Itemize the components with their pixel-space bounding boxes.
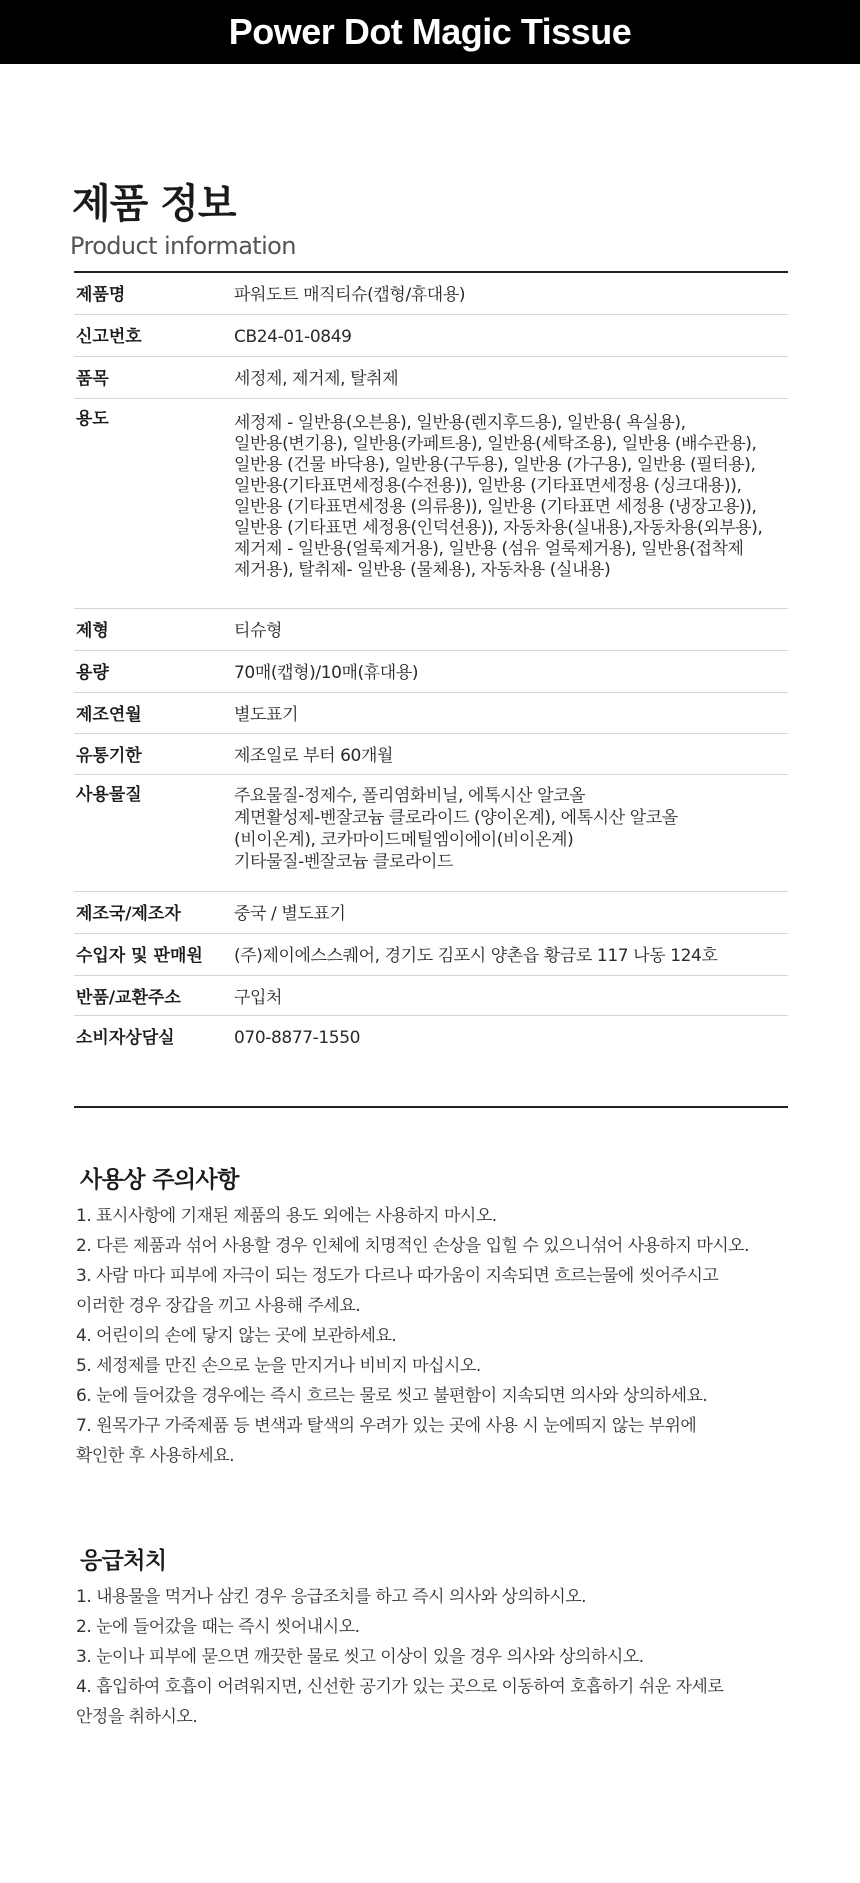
info-label: 제품명 [76,285,126,305]
info-label: 용량 [76,663,109,683]
list-item: 5. 세정제를 만진 손으로 눈을 만지거나 비비지 마십시오. [76,1356,481,1376]
product-info-table [74,273,788,1058]
info-value: 구입처 [234,988,283,1008]
info-row-manufacturer [74,892,788,934]
info-value: 주요물질-정제수, 폴리염화비닐, 에톡시산 알코올 계면활성제-벤잘코늄 클로라이드 (양이온계), 에톡시산 알코올 (비이온계), 코카마이드메틸엠이에이(비이온계) 기타물질-벤잘코늄 클로라이드 [234,786,678,872]
info-row-importer [74,934,788,976]
cautions-heading: 사용상 주의사항 [80,1167,239,1193]
list-item: 4. 흡입하여 호흡이 어려워지면, 신선한 공기가 있는 곳으로 이동하여 호흡하기 쉬운 자세로 안정을 취하시오. [76,1677,724,1727]
info-value: 70매(캡형)/10매(휴대용) [234,663,419,683]
info-label: 제조연월 [76,705,142,725]
info-row-form [74,609,788,651]
info-value: (주)제이에스스퀘어, 경기도 김포시 양촌읍 황금로 117 나동 124호 [234,946,718,966]
info-row-manufacture-date [74,693,788,734]
info-value: 세정제 - 일반용(오븐용), 일반용(렌지후드용), 일반용( 욕실용), 일반용(변기용), 일반용(카페트용), 일반용(세탁조용), 일반용 (배수관용), 일반용 (건물 바닥용), 일반용(구두용), 일반용 (가구용), 일반용 (필터용), 일반용(기타표면세정용(수전용)), 일반용 (기타표면세정용 (싱크대용)), 일반용 (기타표면세정용 (의류용)), 일반용 (기타표면 세정용 (냉장고용)), 일반용 (기타표면 세정용(인덕션용)), 자동차용(실내용),자동차용(외부용), 제거제 - 일반용(얼룩제거용), 일반용 (섬유 얼룩제거용), 일반용(접착제 제거용), 탈취제- 일반용 (물체용), 자동차용 (실내용) [234,413,763,580]
info-label: 품목 [76,369,109,389]
info-row-capacity [74,651,788,693]
list-item: 4. 어린이의 손에 닿지 않는 곳에 보관하세요. [76,1326,397,1346]
info-label: 제형 [76,621,109,641]
table-bottom-divider [74,1106,788,1108]
list-item: 1. 내용물을 먹거나 삼킨 경우 응급조치를 하고 즉시 의사와 상의하시오. [76,1587,587,1607]
info-row-usage [74,399,788,609]
info-value: 070-8877-1550 [234,1028,361,1048]
list-item: 6. 눈에 들어갔을 경우에는 즉시 흐르는 물로 씻고 불편함이 지속되면 의사와 상의하세요. [76,1386,708,1406]
info-value: 별도표기 [234,705,299,725]
first-aid-heading: 응급처치 [80,1548,167,1574]
info-label: 수입자 및 판매원 [76,946,203,966]
info-label: 신고번호 [76,327,142,347]
list-item: 3. 눈이나 피부에 묻으면 깨끗한 물로 씻고 이상이 있을 경우 의사와 상의하시오. [76,1647,644,1667]
info-row-return-address [74,976,788,1016]
product-info-subheading: Product information [70,232,296,260]
list-item: 7. 원목가구 가죽제품 등 변색과 탈색의 우려가 있는 곳에 사용 시 눈에띄지 않는 부위에 확인한 후 사용하세요. [76,1416,697,1466]
list-item: 2. 눈에 들어갔을 때는 즉시 씻어내시오. [76,1617,360,1637]
first-aid-list [76,1582,816,1732]
list-item: 3. 사람 마다 피부에 자극이 되는 정도가 다르나 따가움이 지속되면 흐르는물에 씻어주시고 이러한 경우 장갑을 끼고 사용해 주세요. [76,1266,719,1316]
info-label: 용도 [76,409,109,429]
info-label: 사용물질 [76,785,142,805]
info-label: 제조국/제조자 [76,904,181,924]
info-row-expiry [74,734,788,775]
info-row-product-name [74,273,788,315]
info-value: 세정제, 제거제, 탈취제 [234,369,399,389]
info-row-report-number [74,315,788,357]
info-label: 소비자상담실 [76,1028,175,1048]
info-label: 반품/교환주소 [76,988,181,1008]
info-value: 티슈형 [234,621,283,641]
product-info-heading: 제품 정보 [72,181,236,227]
list-item: 1. 표시사항에 기재된 제품의 용도 외에는 사용하지 마시오. [76,1206,497,1226]
header-bar [0,0,860,64]
info-row-item [74,357,788,399]
info-value: 제조일로 부터 60개월 [234,746,394,766]
cautions-list [76,1201,816,1471]
info-row-customer-service [74,1016,788,1058]
list-item: 2. 다른 제품과 섞어 사용할 경우 인체에 치명적인 손상을 입힐 수 있으니섞어 사용하지 마시오. [76,1236,749,1256]
info-value: 중국 / 별도표기 [234,904,346,924]
page-title: Power Dot Magic Tissue [228,11,632,52]
info-value: CB24-01-0849 [234,327,352,347]
info-row-substances [74,775,788,892]
info-label: 유통기한 [76,746,142,766]
info-value: 파워도트 매직티슈(캡형/휴대용) [234,285,466,305]
